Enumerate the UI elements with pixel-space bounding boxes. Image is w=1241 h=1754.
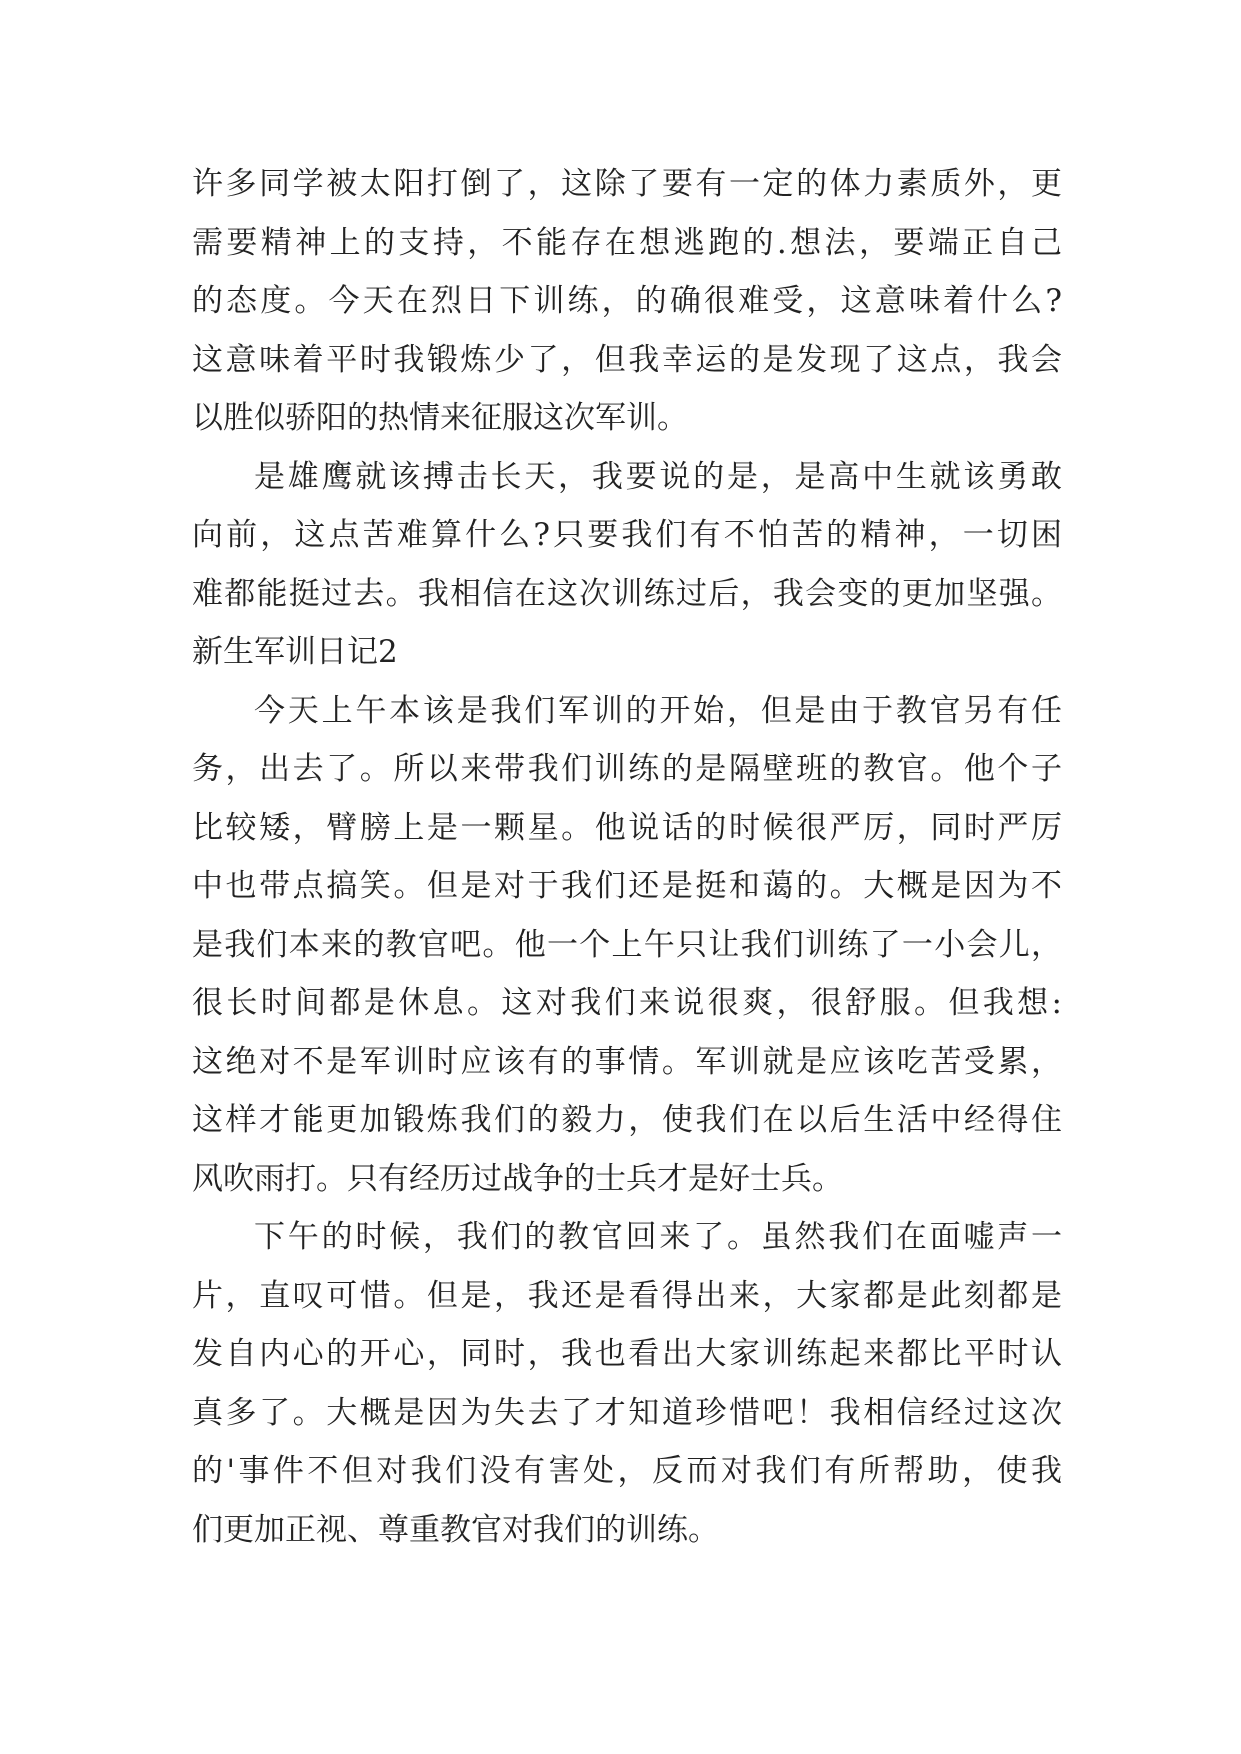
text-line: 是我们本来的教官吧。他一个上午只让我们训练了一小会儿， xyxy=(192,926,1062,963)
text-line: 的'事件不但对我们没有害处，反而对我们有所帮助，使我 xyxy=(192,1453,1062,1489)
document-body xyxy=(192,155,1062,1559)
text-line: 这意味着平时我锻炼少了，但我幸运的是发现了这点，我会 xyxy=(192,341,1062,378)
paragraph-3 xyxy=(192,682,1062,1209)
text-line: 片，直叹可惜。但是，我还是看得出来，大家都是此刻都是 xyxy=(192,1277,1062,1314)
paragraph-4 xyxy=(192,1208,1062,1559)
text-line: 许多同学被太阳打倒了，这除了要有一定的体力素质外，更 xyxy=(192,166,1062,202)
text-line: 难都能挺过去。我相信在这次训练过后，我会变的更加坚强。 xyxy=(192,575,1062,612)
text-line: 发自内心的开心，同时，我也看出大家训练起来都比平时认 xyxy=(192,1336,1062,1372)
paragraph-2 xyxy=(192,448,1062,624)
text-line: 比较矮，臂膀上是一颗星。他说话的时候很严厉，同时严厉 xyxy=(192,809,1062,846)
text-line: 这绝对不是军训时应该有的事情。军训就是应该吃苦受累， xyxy=(192,1043,1062,1080)
text-line: 需要精神上的支持，不能存在想逃跑的.想法，要端正自己 xyxy=(192,224,1062,261)
text-line: 务，出去了。所以来带我们训练的是隔壁班的教官。他个子 xyxy=(192,751,1062,787)
text-line: 今天上午本该是我们军训的开始，但是由于教官另有任 xyxy=(254,692,1062,729)
text-line: 以胜似骄阳的热情来征服这次军训。 xyxy=(192,400,688,436)
text-line: 的态度。今天在烈日下训练，的确很难受，这意味着什么? xyxy=(192,283,1062,319)
text-line: 下午的时候，我们的教官回来了。虽然我们在面嘘声一 xyxy=(254,1219,1062,1255)
text-line: 中也带点搞笑。但是对于我们还是挺和蔼的。大概是因为不 xyxy=(192,868,1062,904)
text-line: 们更加正视、尊重教官对我们的训练。 xyxy=(192,1511,719,1548)
text-line: 这样才能更加锻炼我们的毅力，使我们在以后生活中经得住 xyxy=(192,1102,1062,1138)
text-line: 真多了。大概是因为失去了才知道珍惜吧！我相信经过这次 xyxy=(192,1394,1062,1431)
text-line: 风吹雨打。只有经历过战争的士兵才是好士兵。 xyxy=(192,1160,843,1197)
heading-text: 新生军训日记2 xyxy=(192,634,398,670)
text-line: 是雄鹰就该搏击长天，我要说的是，是高中生就该勇敢 xyxy=(254,458,1062,495)
text-line: 向前，这点苦难算什么?只要我们有不怕苦的精神，一切困 xyxy=(192,517,1062,553)
paragraph-1 xyxy=(192,155,1062,448)
text-line: 很长时间都是休息。这对我们来说很爽，很舒服。但我想: xyxy=(192,985,1062,1021)
section-heading xyxy=(192,623,1062,682)
